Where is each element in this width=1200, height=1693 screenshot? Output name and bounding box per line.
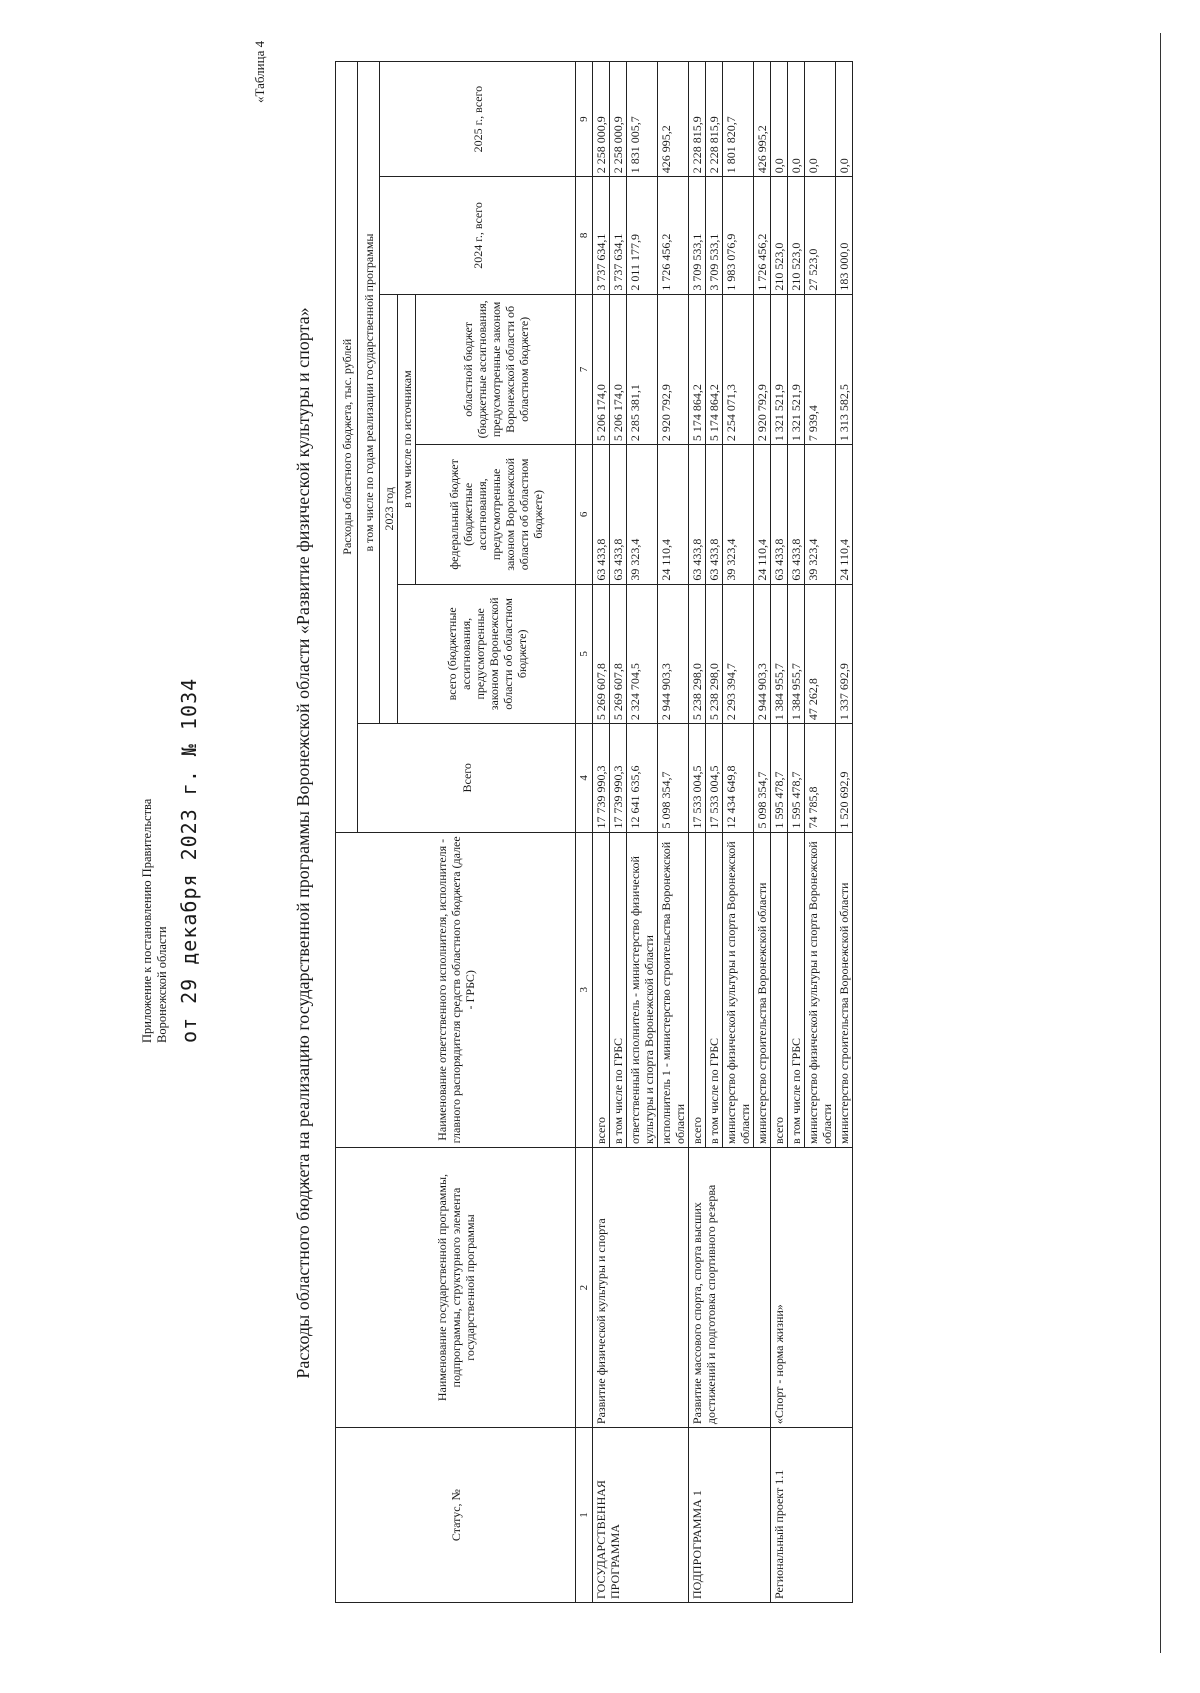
value-cell: 7 939,4 — [805, 294, 836, 445]
bottom-divider — [1160, 33, 1161, 1653]
value-cell: 24 110,4 — [658, 445, 689, 584]
value-cell: 39 323,4 — [723, 445, 754, 584]
value-cell: 3 737 634,1 — [593, 177, 610, 294]
value-cell: 1 726 456,2 — [658, 177, 689, 294]
executor-cell: ответственный исполнитель - министерство физической культуры и спорта Воронежской области — [627, 832, 658, 1147]
value-cell: 210 523,0 — [788, 177, 805, 294]
column-number: 4 — [576, 724, 593, 832]
header-federal: федеральный бюджет (бюджетные ассигнования, предусмотренные законом Воронежской области об областном бюджете) — [416, 445, 576, 584]
header-regional: областной бюджет (бюджетные ассигнования, предусмотренные законом Воронежской области об областном бюджете) — [416, 294, 576, 445]
value-cell: 2 944 903,3 — [754, 584, 771, 723]
value-cell: 17 533 004,5 — [689, 724, 706, 832]
value-cell: 24 110,4 — [754, 445, 771, 584]
status-cell: Региональный проект 1.1 — [771, 1428, 853, 1603]
column-number: 2 — [576, 1148, 593, 1428]
value-cell: 63 433,8 — [610, 445, 627, 584]
value-cell: 5 238 298,0 — [689, 584, 706, 723]
value-cell: 2 944 903,3 — [658, 584, 689, 723]
value-cell: 3 737 634,1 — [610, 177, 627, 294]
program-name-cell: «Спорт - норма жизни» — [771, 1148, 853, 1428]
column-number: 3 — [576, 832, 593, 1147]
column-number: 6 — [576, 445, 593, 584]
value-cell: 426 995,2 — [754, 62, 771, 177]
value-cell: 1 983 076,9 — [723, 177, 754, 294]
appendix-line-2: Воронежской области — [155, 926, 169, 1043]
program-name-cell: Развитие массового спорта, спорта высших достижений и подготовка спортивного резерва — [689, 1148, 771, 1428]
value-cell: 2 920 792,9 — [754, 294, 771, 445]
status-cell: ПОДПРОГРАММА 1 — [689, 1428, 771, 1603]
value-cell: 426 995,2 — [658, 62, 689, 177]
appendix-block — [140, 483, 201, 1043]
table-row — [593, 62, 610, 1603]
executor-cell: министерство физической культуры и спорта Воронежской области — [723, 832, 754, 1147]
table-row — [689, 62, 706, 1603]
table-row — [771, 62, 788, 1603]
header-year-2025: 2025 г., всего — [380, 62, 576, 177]
value-cell: 0,0 — [836, 62, 853, 177]
column-number: 1 — [576, 1428, 593, 1603]
value-cell: 1 726 456,2 — [754, 177, 771, 294]
value-cell: 5 098 354,7 — [754, 724, 771, 832]
value-cell: 1 801 820,7 — [723, 62, 754, 177]
value-cell: 1 831 005,7 — [627, 62, 658, 177]
decree-date: от 29 декабря 2023 г. № 1034 — [177, 677, 201, 1043]
value-cell: 2 293 394,7 — [723, 584, 754, 723]
value-cell: 3 709 533,1 — [689, 177, 706, 294]
value-cell: 1 321 521,9 — [771, 294, 788, 445]
executor-cell: всего — [771, 832, 788, 1147]
value-cell: 5 206 174,0 — [593, 294, 610, 445]
value-cell: 17 739 990,3 — [593, 724, 610, 832]
executor-cell: министерство физической культуры и спорта Воронежской области — [805, 832, 836, 1147]
value-cell: 5 238 298,0 — [706, 584, 723, 723]
value-cell: 5 098 354,7 — [658, 724, 689, 832]
appendix-line-1: Приложение к постановлению Правительства — [140, 798, 154, 1043]
value-cell: 183 000,0 — [836, 177, 853, 294]
value-cell: 2 258 000,9 — [593, 62, 610, 177]
value-cell: 63 433,8 — [593, 445, 610, 584]
program-name-cell: Развитие физической культуры и спорта — [593, 1148, 689, 1428]
value-cell: 12 434 649,8 — [723, 724, 754, 832]
executor-cell: в том числе по ГРБС — [706, 832, 723, 1147]
value-cell: 3 709 533,1 — [706, 177, 723, 294]
executor-cell: исполнитель 1 - министерство строительства Воронежской области — [658, 832, 689, 1147]
value-cell: 24 110,4 — [836, 445, 853, 584]
value-cell: 63 433,8 — [788, 445, 805, 584]
value-cell: 1 595 478,7 — [771, 724, 788, 832]
header-year-2024: 2024 г., всего — [380, 177, 576, 294]
value-cell: 5 174 864,2 — [706, 294, 723, 445]
header-status: Статус, № — [336, 1428, 576, 1603]
column-number: 9 — [576, 62, 593, 177]
value-cell: 1 520 692,9 — [836, 724, 853, 832]
value-cell: 1 595 478,7 — [788, 724, 805, 832]
executor-cell: министерство строительства Воронежской области — [754, 832, 771, 1147]
header-by-years: в том числе по годам реализации государственной программы — [358, 62, 380, 724]
value-cell: 2 285 381,1 — [627, 294, 658, 445]
executor-cell: в том числе по ГРБС — [788, 832, 805, 1147]
value-cell: 0,0 — [805, 62, 836, 177]
value-cell: 0,0 — [771, 62, 788, 177]
header-year-2023: 2023 год — [380, 294, 398, 723]
value-cell: 12 641 635,6 — [627, 724, 658, 832]
executor-cell: министерство строительства Воронежской области — [836, 832, 853, 1147]
header-executor: Наименование ответственного исполнителя, исполнителя - главного распорядителя средств областного бюджета (далее - ГРБС) — [336, 832, 576, 1147]
value-cell: 210 523,0 — [771, 177, 788, 294]
value-cell: 63 433,8 — [706, 445, 723, 584]
value-cell: 1 384 955,7 — [788, 584, 805, 723]
column-numbers-row — [576, 62, 593, 1603]
table-number-label: «Таблица 4 — [252, 40, 267, 103]
value-cell: 74 785,8 — [805, 724, 836, 832]
value-cell: 1 313 582,5 — [836, 294, 853, 445]
column-number: 7 — [576, 294, 593, 445]
column-number: 8 — [576, 177, 593, 294]
value-cell: 5 174 864,2 — [689, 294, 706, 445]
value-cell: 17 533 004,5 — [706, 724, 723, 832]
value-cell: 2 324 704,5 — [627, 584, 658, 723]
value-cell: 2 228 815,9 — [706, 62, 723, 177]
value-cell: 5 206 174,0 — [610, 294, 627, 445]
header-total-2023: всего (бюджетные ассигнования, предусмотренные законом Воронежской области об областном бюджете) — [398, 584, 576, 723]
value-cell: 5 269 607,8 — [593, 584, 610, 723]
document-title: Расходы областного бюджета на реализацию государственной программы Воронежской области «Развитие физической культуры и спорта» — [293, 307, 313, 1379]
header-program-name: Наименование государственной программы, подпрограммы, структурного элемента государственной программы — [336, 1148, 576, 1428]
value-cell: 5 269 607,8 — [610, 584, 627, 723]
value-cell: 2 258 000,9 — [610, 62, 627, 177]
value-cell: 1 321 521,9 — [788, 294, 805, 445]
value-cell: 63 433,8 — [689, 445, 706, 584]
expenses-table — [335, 61, 853, 1603]
value-cell: 0,0 — [788, 62, 805, 177]
value-cell: 2 920 792,9 — [658, 294, 689, 445]
value-cell: 2 011 177,9 — [627, 177, 658, 294]
status-cell: ГОСУДАРСТВЕННАЯ ПРОГРАММА — [593, 1428, 689, 1603]
executor-cell: всего — [593, 832, 610, 1147]
value-cell: 47 262,8 — [805, 584, 836, 723]
executor-cell: в том числе по ГРБС — [610, 832, 627, 1147]
value-cell: 2 228 815,9 — [689, 62, 706, 177]
value-cell: 17 739 990,3 — [610, 724, 627, 832]
header-expenses: Расходы областного бюджета, тыс. рублей — [336, 62, 358, 833]
executor-cell: всего — [689, 832, 706, 1147]
value-cell: 1 384 955,7 — [771, 584, 788, 723]
value-cell: 1 337 692,9 — [836, 584, 853, 723]
value-cell: 39 323,4 — [627, 445, 658, 584]
value-cell: 63 433,8 — [771, 445, 788, 584]
value-cell: 2 254 071,3 — [723, 294, 754, 445]
header-by-sources: в том числе по источникам — [398, 294, 416, 584]
column-number: 5 — [576, 584, 593, 723]
value-cell: 39 323,4 — [805, 445, 836, 584]
header-total: Всего — [358, 724, 576, 832]
value-cell: 27 523,0 — [805, 177, 836, 294]
